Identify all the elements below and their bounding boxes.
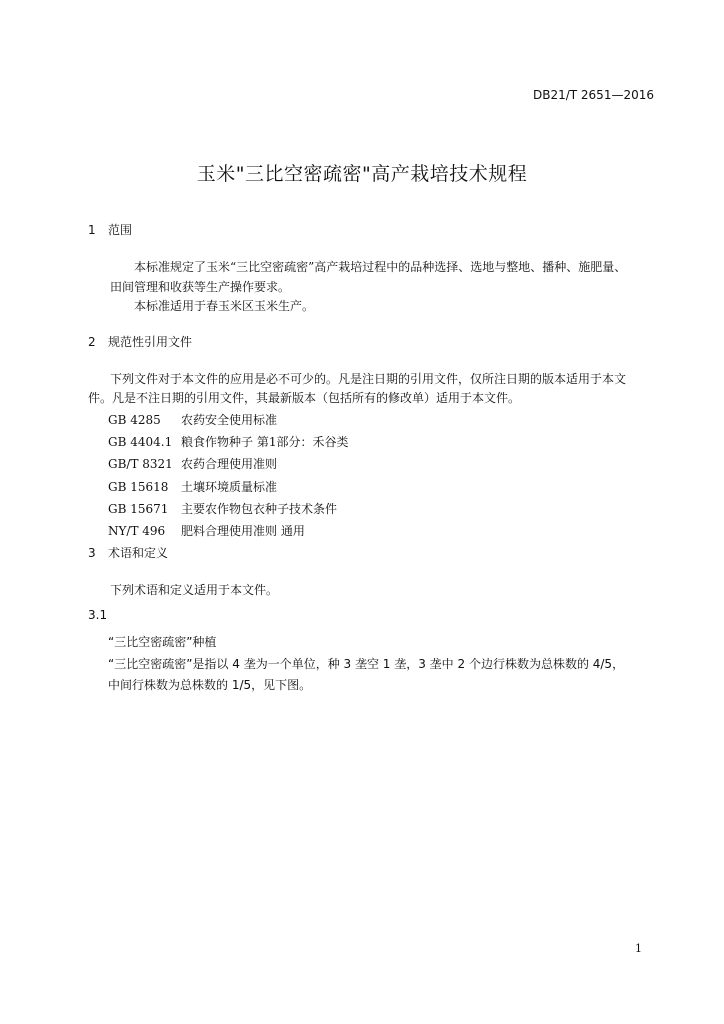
term-name: “三比空密疏密”种植 xyxy=(108,635,217,649)
reference-title: 粮食作物种子 第1部分：禾谷类 xyxy=(181,435,349,449)
reference-code: GB 4285 xyxy=(108,413,161,427)
reference-title: 农药合理使用准则 xyxy=(181,457,278,471)
section-1-heading xyxy=(88,221,132,238)
reference-item xyxy=(108,433,348,450)
reference-title: 主要农作物包衣种子技术条件 xyxy=(181,502,338,516)
scope-paragraph-line-2: 田间管理和收获等生产操作要求。 xyxy=(110,280,291,294)
reference-code: GB 15618 xyxy=(108,480,169,494)
section-number: 2 xyxy=(88,335,96,349)
reference-item xyxy=(108,411,277,428)
reference-item xyxy=(108,478,277,495)
scope-paragraph-line-1: 本标准规定了玉米“三比空密疏密”高产栽培过程中的品种选择、选地与整地、播种、施肥量、 xyxy=(134,260,627,274)
section-title: 术语和定义 xyxy=(108,546,169,560)
term-definition-line-2: 中间行株数为总株数的 1/5，见下图。 xyxy=(108,678,312,692)
terms-intro: 下列术语和定义适用于本文件。 xyxy=(110,583,279,597)
references-intro-line-2: 件。凡是不注日期的引用文件，其最新版本（包括所有的修改单）适用于本文件。 xyxy=(88,391,521,405)
reference-title: 土壤环境质量标准 xyxy=(181,480,278,494)
section-number: 3 xyxy=(88,546,96,560)
document-title: 玉米"三比空密疏密"高产栽培技术规程 xyxy=(196,163,528,185)
page-number: 1 xyxy=(635,942,642,955)
references-intro-line-1: 下列文件对于本文件的应用是必不可少的。凡是注日期的引用文件，仅所注日期的版本适用于本文 xyxy=(110,372,627,386)
standard-code: DB21/T 2651—2016 xyxy=(532,88,654,102)
reference-item xyxy=(108,455,277,472)
reference-code: NY/T 496 xyxy=(108,524,166,538)
reference-item xyxy=(108,522,305,539)
section-2-heading xyxy=(88,333,192,350)
reference-code: GB 15671 xyxy=(108,502,169,516)
scope-paragraph-2: 本标准适用于春玉米区玉米生产。 xyxy=(134,299,315,313)
term-definition-line-1: “三比空密疏密”是指以 4 垄为一个单位，种 3 垄空 1 垄，3 垄中 2 个边行株数为总株数的 4/5， xyxy=(108,657,625,671)
reference-code: GB 4404.1 xyxy=(108,435,173,449)
reference-title: 农药安全使用标准 xyxy=(181,413,278,427)
section-number: 1 xyxy=(88,223,96,237)
section-title: 范围 xyxy=(108,223,133,237)
reference-code: GB/T 8321 xyxy=(108,457,173,471)
reference-title: 肥料合理使用准则 通用 xyxy=(181,524,305,538)
reference-item xyxy=(108,500,337,517)
section-3-heading xyxy=(88,544,168,561)
section-title: 规范性引用文件 xyxy=(108,335,193,349)
subsection-number: 3.1 xyxy=(88,608,108,622)
